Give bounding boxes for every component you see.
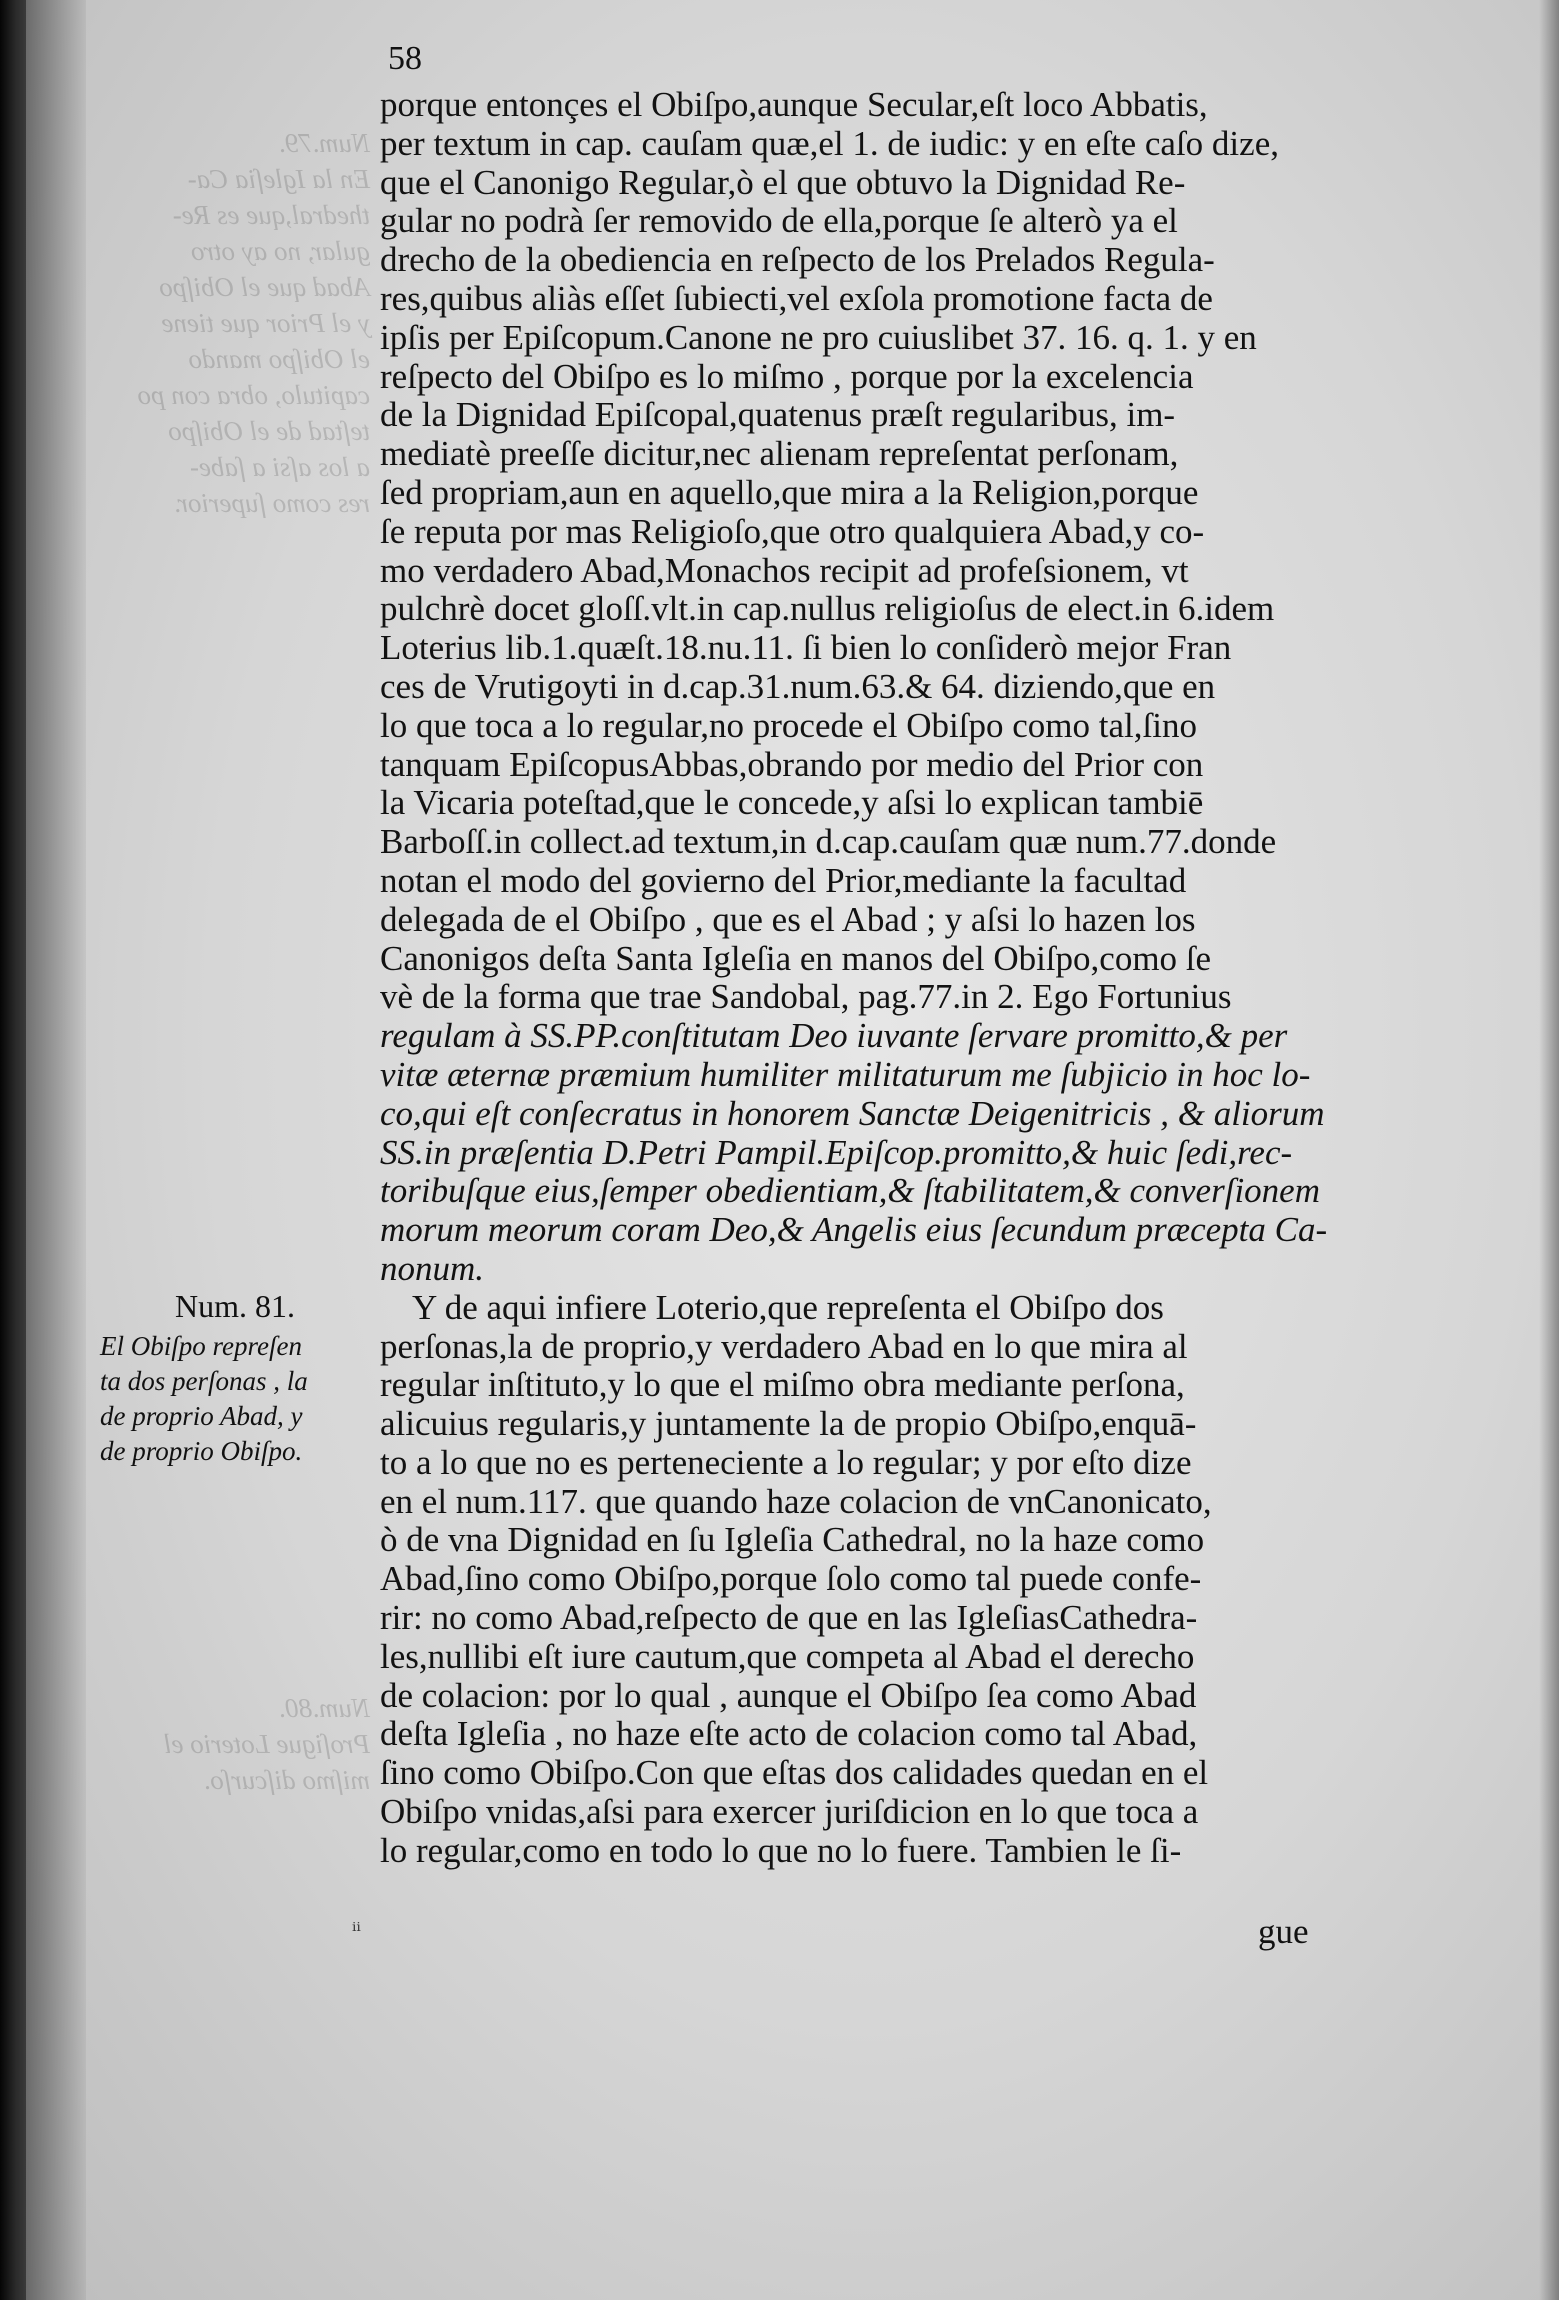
text-line: deſta Igleſia , no haze eſte acto de colacion como tal Abad, (380, 1714, 1198, 1754)
text-line: gular no podrà ſer removido de ella,porque ſe alterò ya el (380, 201, 1178, 241)
marginal-note-line: de proprio Obiſpo. (100, 1436, 303, 1466)
main-text-body (380, 85, 1328, 1871)
text-line: les,nullibi eſt iure cautum,que competa al Abad el derecho (380, 1636, 1195, 1676)
page-edge-shadow (1539, 0, 1559, 2300)
text-line: pulchrè docet gloſſ.vlt.in cap.nullus religioſus de elect.in 6.idem (380, 589, 1275, 629)
text-line: mediatè preeſſe dicitur,nec alienam repreſentat perſonam, (380, 434, 1179, 474)
text-line: Canonigos deſta Santa Igleſia en manos del Obiſpo,como ſe (380, 938, 1212, 978)
text-line-latin: toribuſque eius,ſemper obedientiam,& ſtabilitatem,& converſionem (380, 1171, 1320, 1211)
text-line: drecho de la obediencia en reſpecto de los Prelados Regula- (380, 240, 1215, 280)
text-line: res,quibus aliàs eſſet ſubiecti,vel exſola promotione facta de (380, 278, 1213, 318)
text-line: rir: no como Abad,reſpecto de que en las IgleſiasCathedra- (380, 1598, 1198, 1638)
text-line: notan el modo del govierno del Prior,mediante la facultad (380, 860, 1187, 900)
catchword: gue (1258, 1912, 1309, 1951)
text-line-latin: SS.in præſentia D.Petri Pampil.Epiſcop.promitto,& huic ſedi,rec- (380, 1132, 1293, 1172)
text-line: tanquam EpiſcopusAbbas,obrando por medio del Prior con (380, 744, 1204, 784)
text-line: per textum in cap. cauſam quæ,el 1. de iudic: y en eſte caſo dize, (380, 123, 1279, 163)
text-line: Loterius lib.1.quæſt.18.nu.11. ſi bien lo conſiderò mejor Fran (380, 628, 1232, 668)
text-line: Barboſſ.in collect.ad textum,in d.cap.cauſam quæ num.77.donde (380, 822, 1277, 862)
text-line: ſe reputa por mas Religioſo,que otro qualquiera Abad,y co- (380, 511, 1205, 551)
text-line: vè de la forma que trae Sandobal, pag.77.in 2. Ego Fortunius (380, 977, 1232, 1017)
marginal-note-number: Num. 81. (175, 1288, 295, 1324)
text-line: porque entonçes el Obiſpo,aunque Secular,eſt loco Abbatis, (380, 85, 1208, 124)
text-line: ſed propriam,aun en aquello,que mira a la Religion,porque (380, 472, 1199, 512)
text-line-latin: morum meorum coram Deo,& Angelis eius ſecundum præcepta Ca- (380, 1210, 1328, 1250)
text-line: mo verdadero Abad,Monachos recipit ad profeſsionem, vt (380, 550, 1189, 590)
text-line: ces de Vrutigoyti in d.cap.31.num.63.& 64. diziendo,que en (380, 666, 1216, 706)
text-line-latin: vitæ æternæ præmium humiliter militaturum me ſubjicio in hoc lo- (380, 1054, 1311, 1094)
text-line: delegada de el Obiſpo , que es el Abad ; y aſsi lo hazen los (380, 899, 1196, 939)
text-line: reſpecto del Obiſpo es lo miſmo , porque por la excelencia (380, 356, 1194, 396)
marginal-note-line: de proprio Abad, y (100, 1401, 303, 1431)
page-number: 58 (388, 40, 422, 77)
bleed-through-marginal-note-2: Num.80. Proſigue Loterio el miſmo diſcurſo. (164, 1693, 370, 1795)
marginal-note-line: ta dos perſonas , la (100, 1366, 308, 1396)
marginal-note-body (100, 1329, 370, 1469)
marginal-note (100, 1288, 370, 1469)
text-line-latin: regulam à SS.PP.conſtitutam Deo iuvante ſervare promitto,& per (380, 1016, 1288, 1056)
marginal-note-line: El Obiſpo repreſen (100, 1331, 302, 1361)
text-line-latin: nonum. (380, 1248, 485, 1288)
text-line: Obiſpo vnidas,aſsi para exercer juriſdicion en lo que toca a (380, 1792, 1199, 1832)
text-line: Abad,ſino como Obiſpo,porque ſolo como tal puede confe- (380, 1559, 1202, 1599)
text-line: de colacion: por lo qual , aunque el Obiſpo ſea como Abad (380, 1675, 1197, 1715)
text-line: la Vicaria poteſtad,que le concede,y aſsi lo explican tambiē (380, 783, 1204, 823)
text-line: lo regular,como en todo lo que no lo fuere. Tambien le ſi- (380, 1830, 1182, 1870)
text-line: to a lo que no es perteneciente a lo regular; y por eſto dize (380, 1442, 1192, 1482)
page-fold-shadow (26, 0, 86, 2300)
text-line: ipſis per Epiſcopum.Canone ne pro cuiuslibet 37. 16. q. 1. y en (380, 317, 1257, 357)
text-line: de la Dignidad Epiſcopal,quatenus præſt regularibus, im- (380, 395, 1176, 435)
text-line: ò de vna Dignidad en ſu Igleſia Cathedral, no la haze como (380, 1520, 1205, 1560)
text-line-latin: co,qui eſt conſecratus in honorem Sanctæ Deigenitricis , & aliorum (380, 1093, 1325, 1133)
text-line: alicuius regularis,y juntamente la de propio Obiſpo,enquā- (380, 1404, 1197, 1444)
text-line: regular inſtituto,y lo que el miſmo obra mediante perſona, (380, 1365, 1185, 1405)
text-line: lo que toca a lo regular,no procede el Obiſpo como tal,ſino (380, 705, 1197, 745)
signature-mark: ᵢᵢ (352, 1912, 361, 1937)
text-line: perſonas,la de proprio,y verdadero Abad en lo que mira al (380, 1326, 1188, 1366)
paragraph-start-line: Y de aqui infiere Loterio,que repreſenta el Obiſpo dos (412, 1287, 1164, 1327)
bleed-through-marginal-note: Num.79. En la Igleſia Ca- thedral,que es Re- gular, no ay otro Abad que el Obiſpo y el Prior que tiene el Obiſpo mando capitulo, obra con po teſtad de el Obiſpo a los aſsi a ſabe- res como ſuperior. (137, 128, 370, 518)
text-line: ſino como Obiſpo.Con que eſtas dos calidades quedan en el (380, 1753, 1209, 1793)
text-line: en el num.117. que quando haze colacion de vnCanonicato, (380, 1481, 1212, 1521)
book-binding (0, 0, 26, 2300)
text-line: que el Canonigo Regular,ò el que obtuvo la Dignidad Re- (380, 162, 1186, 202)
